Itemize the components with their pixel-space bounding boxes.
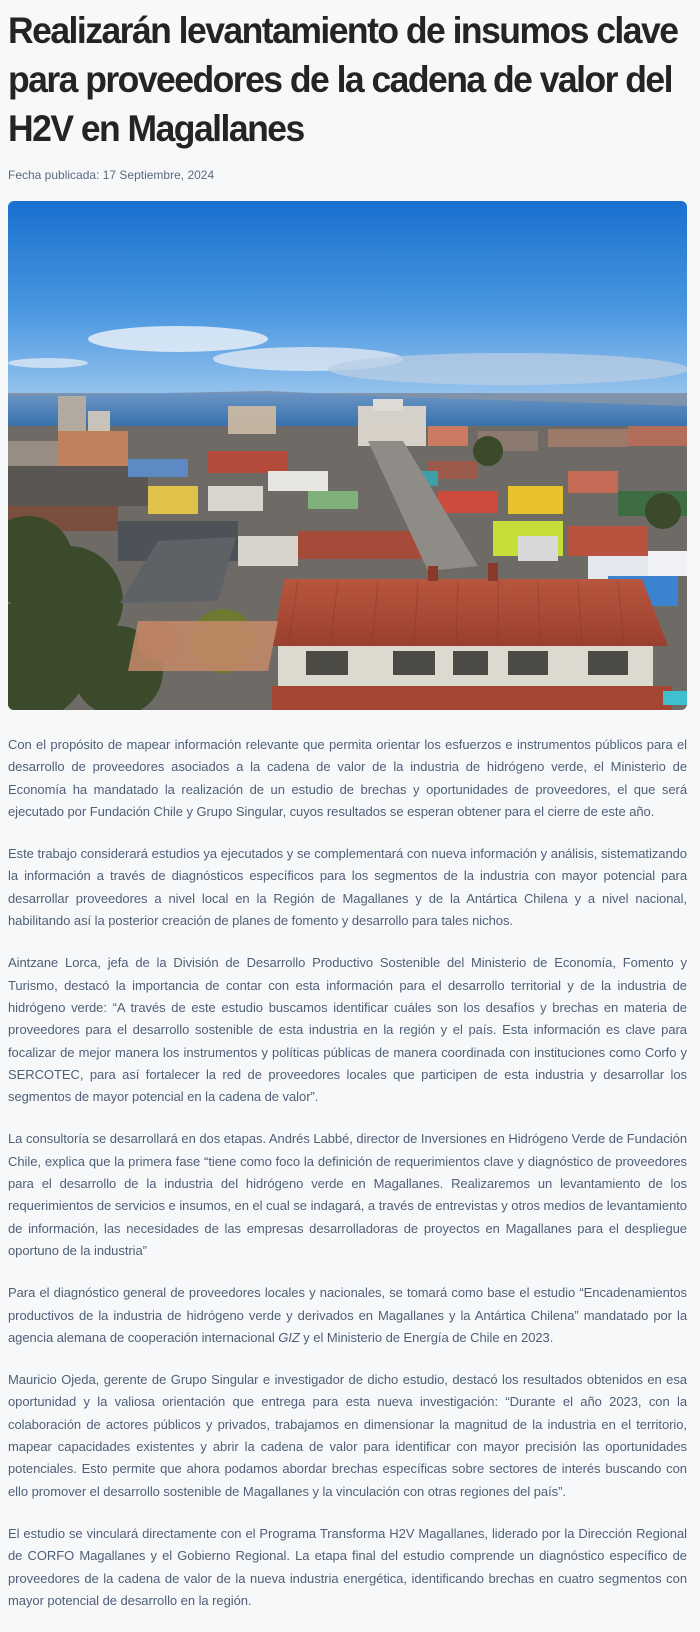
article-body (8, 734, 687, 1612)
paragraph-text: y el Ministerio de Energía de Chile en 2023. (299, 1329, 554, 1345)
paragraph: El estudio se vinculará directamente con el Programa Transforma H2V Magallanes, liderado por la Dirección Regional de CORFO Magallanes y el Gobierno Regional. La etapa final del estudio comprende un diagnóstico específico de proveedores de la cadena de valor de la nueva industria energética, identificando brechas en cuatro segmentos con mayor potencial de desarrollo en la región. (8, 1525, 687, 1608)
article (8, 0, 687, 1632)
article-title: Realizarán levantamiento de insumos clave para proveedores de la cadena de valor del H2V en Magallanes (8, 10, 678, 149)
paragraph: Mauricio Ojeda, gerente de Grupo Singular e investigador de dicho estudio, destacó los resultados obtenidos en esa oportunidad y la valiosa orientación que entrega para esta nueva investigación: “Durante el año 2023, con la colaboración de actores públicos y privados, trabajamos en dimensionar la magnitud de la industria en el territorio, mapear capacidades existentes y abrir la cadena de valor para identificar con mayor precisión las oportunidades potenciales. Esto permite que ahora podamos abordar brechas específicas sobre sectores de interés buscando con ello promover el desarrollo sostenible de Magallanes y la vinculación con otras regiones del país”. (8, 1372, 687, 1499)
paragraph: Con el propósito de mapear información relevante que permita orientar los esfuerzos e instrumentos públicos para el desarrollo de proveedores asociados a la cadena de valor de la industria de hidrógeno verde, el Ministerio de Economía ha mandatado la realización de un estudio de brechas y oportunidades de proveedores, el que será ejecutado por Fundación Chile y Grupo Singular, cuyos resultados se esperan obtener para el cierre de este año. (8, 737, 687, 819)
paragraph: La consultoría se desarrollará en dos etapas. Andrés Labbé, director de Inversiones en Hidrógeno Verde de Fundación Chile, explica que la primera fase “tiene como foco la definición de requerimientos clave y diagnóstico de proveedores para el desarrollo de la industria del hidrógeno verde en Magallanes. Realizaremos un levantamiento de los requerimientos de servicios e insumos, en el cual se indagará, a través de entrevistas y otros medios de levantamiento de información, las necesidades de las empresas desarrolladoras de proyectos en Magallanes para el despliegue oportuno de la industria” (8, 1131, 687, 1258)
publish-date: Fecha publicada: 17 Septiembre, 2024 (8, 168, 215, 182)
city-photo-icon (8, 201, 687, 710)
paragraph: Aintzane Lorca, jefa de la División de Desarrollo Productivo Sostenible del Ministerio de Economía, Fomento y Turismo, destacó la importancia de contar con esta información para el desarrollo territorial y de la industria de hidrógeno verde: “A través de este estudio buscamos identificar cuáles son los desafíos y brechas en materia de proveedores para el desarrollo sostenible de esta industria en la región y el país. Esta información es clave para focalizar de mejor manera los instrumentos y políticas públicas de manera coordinada con instituciones como Corfo y SERCOTEC, para así fortalecer la red de proveedores locales que participen de esta industria y desarrollar los segmentos de mayor potencial en la cadena de valor”. (8, 955, 687, 1105)
paragraph-text: Para el diagnóstico general de proveedores locales y nacionales, se tomará como base el estudio “Encadenamientos productivos de la industria de hidrógeno verde y derivados en Magallanes y la Antártica Chilena” mandatado por la agencia alemana de cooperación internacional (8, 1285, 687, 1345)
hero-image (8, 201, 687, 710)
paragraph (8, 1282, 687, 1349)
paragraph: Este trabajo considerará estudios ya ejecutados y se complementará con nueva información y análisis, sistematizando la información a través de diagnósticos específicos para los segmentos de la industria con mayor potencial para desarrollar proveedores a nivel local en la Región de Magallanes y de la Antártica Chilena y a nivel nacional, habilitando así la posterior creación de planes de fomento y desarrollo para tales nichos. (8, 846, 687, 929)
giz-emphasis: GIZ (278, 1329, 300, 1345)
